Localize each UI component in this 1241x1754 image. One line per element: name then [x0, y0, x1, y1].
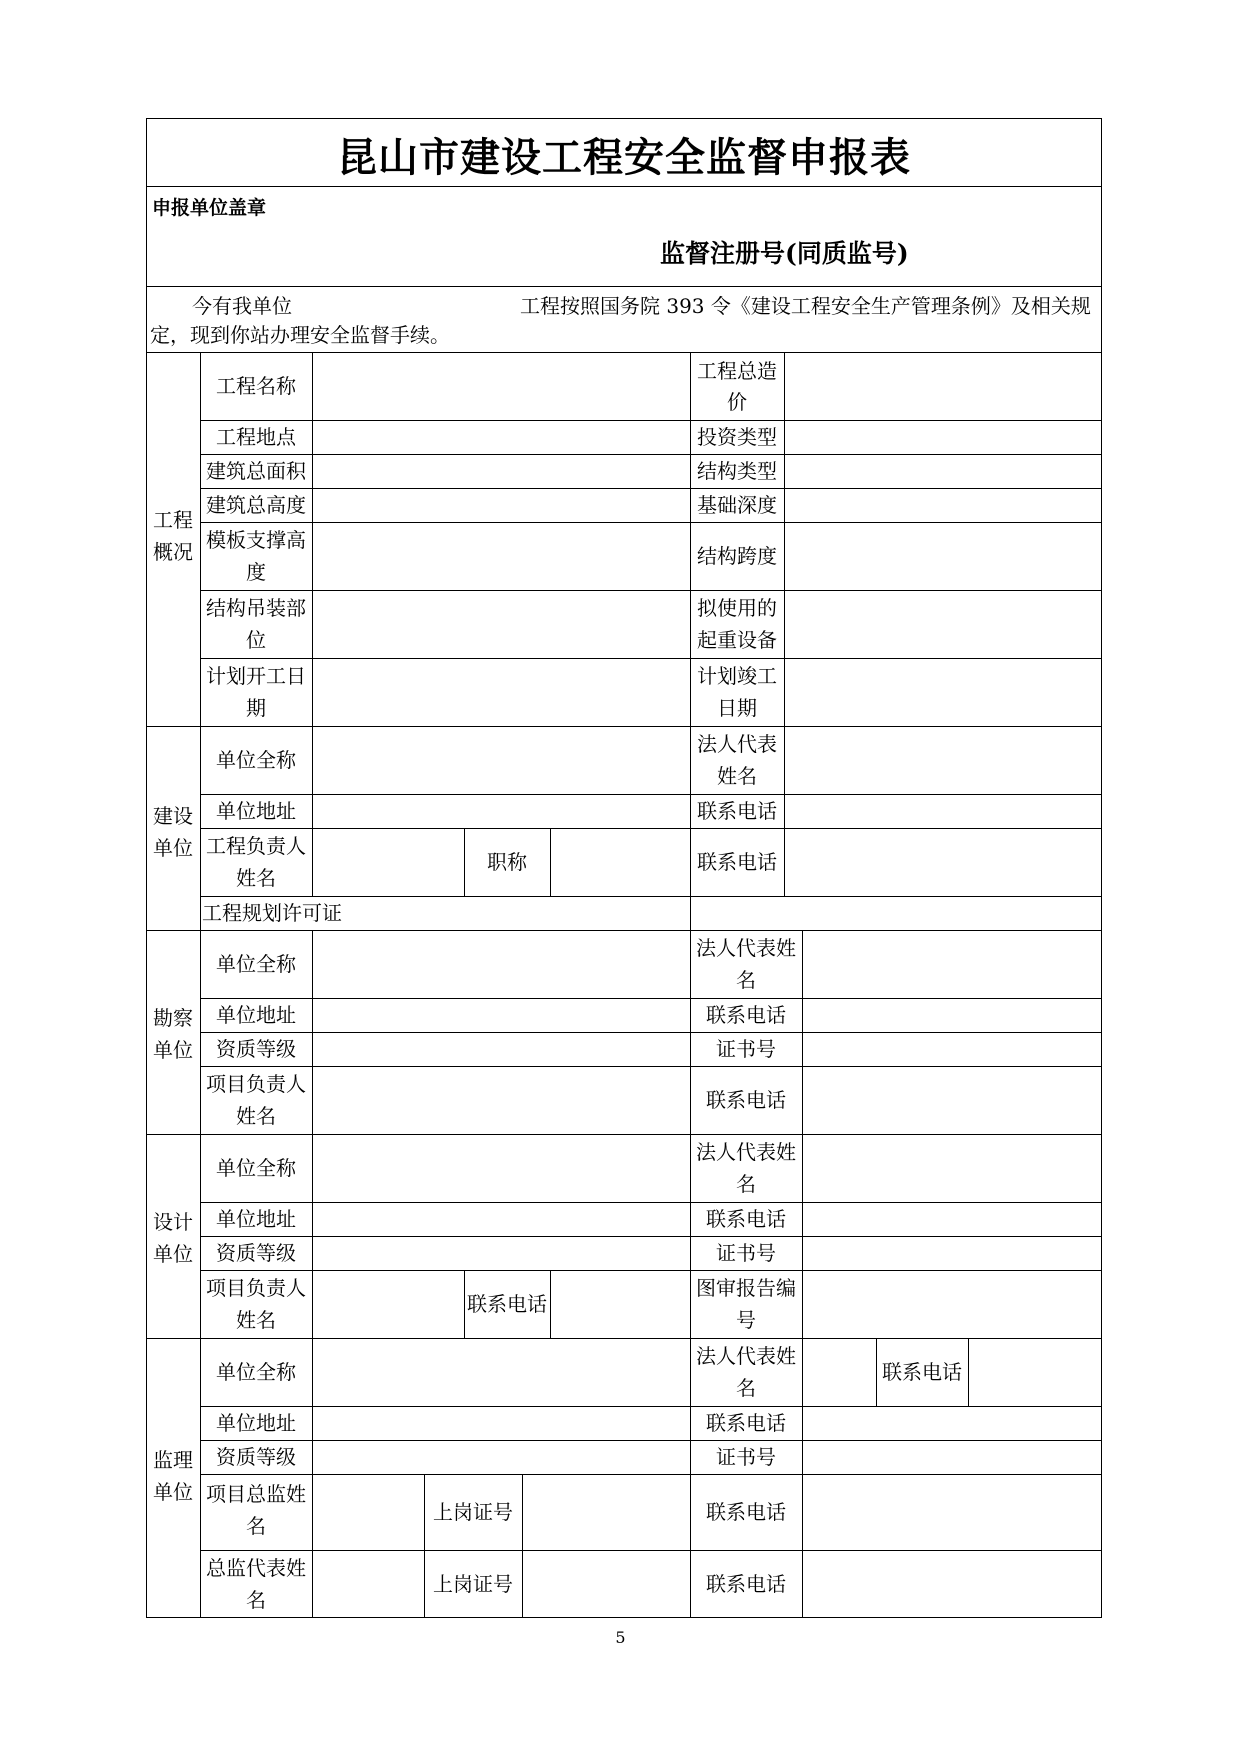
builder-rep-label-1: 法人代表	[697, 732, 777, 756]
formwork-height-label-1: 模板支撑高	[206, 528, 306, 552]
col-line	[550, 1270, 551, 1338]
crane-equipment-label-2: 起重设备	[697, 628, 777, 652]
row-line	[146, 286, 1102, 287]
design-qualification-label: 资质等级	[216, 1241, 296, 1265]
row-line	[200, 590, 1102, 591]
hoisting-part-label-1: 结构吊装部	[206, 596, 306, 620]
row-line	[200, 794, 1102, 795]
row-line	[200, 454, 1102, 455]
investment-type-label: 投资类型	[697, 425, 777, 449]
design-review-label-1: 图审报告编	[696, 1276, 796, 1300]
survey-rep-label-1: 法人代表姓	[696, 936, 796, 960]
section-builder-l2: 单位	[153, 836, 193, 860]
row-line	[200, 1550, 1102, 1551]
col-line	[784, 352, 785, 896]
col-line	[312, 352, 313, 896]
page-number: 5	[615, 1628, 626, 1647]
row-line	[146, 1338, 1102, 1339]
row-line	[200, 488, 1102, 489]
col-line	[802, 930, 803, 1618]
design-pm-label-2: 姓名	[236, 1308, 276, 1332]
design-phone-label: 联系电话	[706, 1207, 786, 1231]
chief-phone-label: 联系电话	[706, 1500, 786, 1524]
project-name-label: 工程名称	[216, 374, 296, 398]
builder-phone-label: 联系电话	[697, 799, 777, 823]
row-line	[146, 930, 1102, 931]
col-line	[312, 930, 313, 1618]
design-pm-label-1: 项目负责人	[206, 1276, 306, 1300]
row-line	[200, 658, 1102, 659]
section-project-l2: 概况	[153, 540, 193, 564]
design-rep-label-2: 名	[736, 1172, 756, 1196]
structure-span-label: 结构跨度	[697, 544, 777, 568]
supervision-phone-label: 联系电话	[706, 1411, 786, 1435]
stamp-label: 申报单位盖章	[152, 197, 267, 219]
row-line	[200, 1236, 1102, 1237]
statement-line1-a: 今有我单位	[192, 294, 292, 318]
border-right	[1101, 118, 1102, 1618]
chief-post-cert-label: 上岗证号	[433, 1500, 513, 1524]
builder-fullname-label: 单位全称	[216, 748, 296, 772]
deputy-supervisor-label-1: 总监代表姓	[206, 1556, 306, 1580]
supervision-qualification-label: 资质等级	[216, 1445, 296, 1469]
survey-cert-label: 证书号	[716, 1037, 776, 1061]
supervision-rep-label-2: 名	[736, 1376, 756, 1400]
row-line	[200, 1066, 1102, 1067]
section-design-l2: 单位	[153, 1242, 193, 1266]
design-review-label-2: 号	[736, 1308, 756, 1332]
supervision-rep-phone-label: 联系电话	[882, 1360, 962, 1384]
survey-address-label: 单位地址	[216, 1003, 296, 1027]
row-line	[200, 1440, 1102, 1441]
supervision-address-label: 单位地址	[216, 1411, 296, 1435]
survey-qualification-label: 资质等级	[216, 1037, 296, 1061]
design-rep-label-1: 法人代表姓	[696, 1140, 796, 1164]
builder-manager-label-2: 姓名	[236, 866, 276, 890]
border-left	[146, 118, 147, 1618]
row-line	[200, 1202, 1102, 1203]
foundation-depth-label: 基础深度	[697, 493, 777, 517]
crane-equipment-label-1: 拟使用的	[697, 596, 777, 620]
planned-start-label-2: 期	[246, 696, 266, 720]
supervision-cert-label: 证书号	[716, 1445, 776, 1469]
deputy-phone-label: 联系电话	[706, 1572, 786, 1596]
section-design-l1: 设计	[153, 1210, 193, 1234]
survey-pm-label-2: 姓名	[236, 1104, 276, 1128]
building-area-label: 建筑总面积	[206, 459, 306, 483]
formwork-height-label-2: 度	[246, 560, 266, 584]
row-line	[146, 352, 1102, 353]
row-line	[200, 1406, 1102, 1407]
design-cert-label: 证书号	[716, 1241, 776, 1265]
survey-pm-label-1: 项目负责人	[206, 1072, 306, 1096]
survey-rep-label-2: 名	[736, 968, 756, 992]
statement-line1-b: 工程按照国务院 393 令《建设工程安全生产管理条例》及相关规	[520, 294, 1091, 318]
row-line	[200, 420, 1102, 421]
col-line	[968, 1338, 969, 1406]
design-address-label: 单位地址	[216, 1207, 296, 1231]
chief-supervisor-label-2: 名	[246, 1514, 266, 1538]
form-title: 昆山市建设工程安全监督申报表	[337, 134, 911, 181]
hoisting-part-label-2: 位	[246, 628, 266, 652]
border-bottom	[146, 1617, 1102, 1618]
section-survey-l2: 单位	[153, 1038, 193, 1062]
project-cost-label-1: 工程总造	[697, 359, 777, 383]
registration-number-label: 监督注册号(同质监号)	[660, 239, 909, 268]
design-phone-mid-label: 联系电话	[467, 1292, 547, 1316]
row-line	[200, 1270, 1102, 1271]
builder-manager-label-1: 工程负责人	[206, 834, 306, 858]
section-project-l1: 工程	[153, 508, 193, 532]
survey-fullname-label: 单位全称	[216, 952, 296, 976]
statement-line2: 定，现到你站办理安全监督手续。	[150, 323, 450, 347]
supervision-application-form	[146, 118, 1102, 1618]
chief-supervisor-label-1: 项目总监姓	[206, 1482, 306, 1506]
builder-phone2-label: 联系电话	[697, 850, 777, 874]
survey-phone-label: 联系电话	[706, 1003, 786, 1027]
col-line	[522, 1474, 523, 1618]
supervision-rep-label-1: 法人代表姓	[696, 1344, 796, 1368]
planned-end-label-1: 计划竣工	[697, 664, 777, 688]
building-height-label: 建筑总高度	[206, 493, 306, 517]
row-line	[200, 1032, 1102, 1033]
deputy-supervisor-label-2: 名	[246, 1588, 266, 1612]
section-survey-l1: 勘察	[153, 1006, 193, 1030]
supervision-fullname-label: 单位全称	[216, 1360, 296, 1384]
builder-rep-label-2: 姓名	[717, 764, 757, 788]
row-line	[146, 726, 1102, 727]
border-top	[146, 118, 1102, 119]
col-line	[550, 828, 551, 896]
design-fullname-label: 单位全称	[216, 1156, 296, 1180]
section-supervision-l2: 单位	[153, 1480, 193, 1504]
planned-start-label-1: 计划开工日	[206, 664, 306, 688]
row-line	[200, 522, 1102, 523]
row-line	[146, 1134, 1102, 1135]
project-cost-label-2: 价	[727, 390, 747, 414]
planned-end-label-2: 日期	[717, 696, 757, 720]
survey-phone2-label: 联系电话	[706, 1088, 786, 1112]
row-line	[200, 828, 1102, 829]
section-builder-l1: 建设	[153, 804, 193, 828]
structure-type-label: 结构类型	[697, 459, 777, 483]
project-location-label: 工程地点	[216, 425, 296, 449]
section-supervision-l1: 监理	[153, 1448, 193, 1472]
row-line	[200, 1474, 1102, 1475]
builder-title-label: 职称	[487, 850, 527, 874]
deputy-post-cert-label: 上岗证号	[433, 1572, 513, 1596]
builder-address-label: 单位地址	[216, 799, 296, 823]
row-line	[200, 998, 1102, 999]
planning-permit-label: 工程规划许可证	[202, 901, 342, 925]
